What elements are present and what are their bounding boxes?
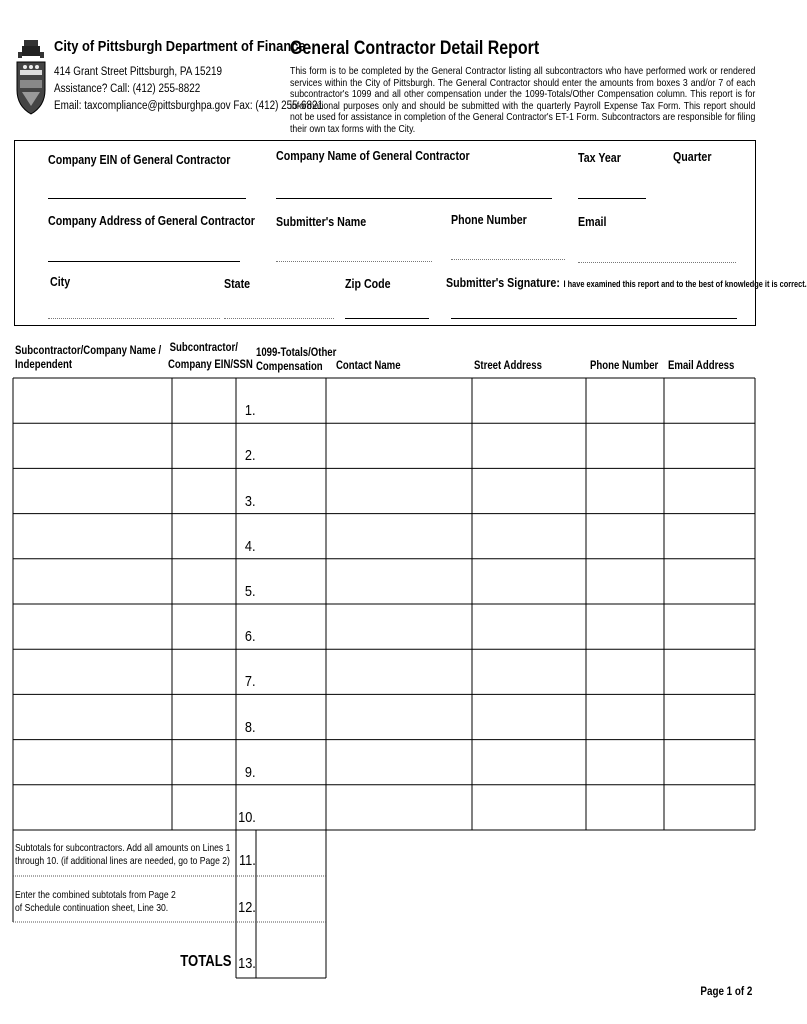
table-cell-row5-col4[interactable] xyxy=(327,560,471,603)
table-cell-row6-col6[interactable] xyxy=(587,605,663,648)
combined-subtotal-line1: Enter the combined subtotals from Page 2 xyxy=(15,889,176,901)
row-number-8: 8. xyxy=(245,718,256,736)
table-cell-row10-col7[interactable] xyxy=(665,786,754,829)
col-header-contact-name: Contact Name xyxy=(336,358,401,372)
row-number-5: 5. xyxy=(245,583,256,600)
row-number-13: 13. xyxy=(238,955,256,972)
table-cell-row10-col5[interactable] xyxy=(473,786,585,829)
report-title: General Contractor Detail Report xyxy=(290,38,540,59)
table-cell-row4-col1[interactable] xyxy=(14,515,171,558)
table-cell-row2-col7[interactable] xyxy=(665,424,754,467)
col-header-ein-line1: Subcontractor/ xyxy=(169,340,238,354)
email-input-line[interactable] xyxy=(578,262,736,263)
combined-subtotal-line2: of Schedule continuation sheet, Line 30. xyxy=(15,901,169,914)
table-cell-row4-col5[interactable] xyxy=(473,515,585,558)
table-cell-row4-col6[interactable] xyxy=(587,515,663,558)
table-cell-row1-col4[interactable] xyxy=(327,379,471,422)
table-cell-row6-col3[interactable] xyxy=(237,605,325,648)
company-info-box xyxy=(14,140,756,326)
table-cell-row3-col4[interactable] xyxy=(327,469,471,512)
row-number-7: 7. xyxy=(245,673,256,691)
table-cell-row7-col5[interactable] xyxy=(473,650,585,693)
row-number-6: 6. xyxy=(245,628,256,646)
table-cell-row1-col3[interactable] xyxy=(237,379,325,422)
submitter-name-label: Submitter's Name xyxy=(276,214,367,229)
subtotal-instructions xyxy=(15,842,230,867)
company-address-label: Company Address of General Contractor xyxy=(48,213,255,228)
table-cell-row6-col1[interactable] xyxy=(14,605,171,648)
col-header-compensation xyxy=(256,345,336,373)
page-number: Page 1 of 2 xyxy=(700,984,752,998)
state-label: State xyxy=(224,276,251,291)
table-cell-row7-col2[interactable] xyxy=(173,650,235,693)
table-cell-row8-col3[interactable] xyxy=(237,695,325,738)
tax-year-label: Tax Year xyxy=(578,150,621,165)
agency-name: City of Pittsburgh Department of Finance xyxy=(54,38,306,55)
table-cell-row1-col7[interactable] xyxy=(665,379,754,422)
row-number-1: 1. xyxy=(245,402,256,420)
table-cell-row7-col4[interactable] xyxy=(327,650,471,693)
state-input-line[interactable] xyxy=(224,318,334,319)
col-header-compensation-line1: 1099-Totals/Other xyxy=(256,345,337,359)
col-header-street-address: Street Address xyxy=(474,358,542,372)
table-cell-row10-col3[interactable] xyxy=(237,786,325,829)
table-cell-row5-col6[interactable] xyxy=(587,560,663,603)
table-cell-row4-col2[interactable] xyxy=(173,515,235,558)
table-cell-row10-col6[interactable] xyxy=(587,786,663,829)
table-cell-row4-col7[interactable] xyxy=(665,515,754,558)
table-cell-row5-col5[interactable] xyxy=(473,560,585,603)
table-cell-row1-col6[interactable] xyxy=(587,379,663,422)
row-number-10: 10. xyxy=(238,809,256,826)
table-cell-row2-col6[interactable] xyxy=(587,424,663,467)
city-input-line[interactable] xyxy=(48,318,220,319)
table-cell-row8-col4[interactable] xyxy=(327,695,471,738)
table-cell-row8-col1[interactable] xyxy=(14,695,171,738)
table-cell-row9-col1[interactable] xyxy=(14,741,171,784)
table-cell-row9-col2[interactable] xyxy=(173,741,235,784)
company-address-input-line[interactable] xyxy=(48,261,240,262)
col-header-subcontractor-name-line1: Subcontractor/Company Name / xyxy=(15,343,162,357)
company-name-input-line[interactable] xyxy=(276,198,552,199)
table-cell-row8-col7[interactable] xyxy=(665,695,754,738)
table-cell-row6-col2[interactable] xyxy=(173,605,235,648)
table-cell-row9-col4[interactable] xyxy=(327,741,471,784)
table-cell-row3-col5[interactable] xyxy=(473,469,585,512)
phone-number-label: Phone Number xyxy=(451,212,527,227)
table-cell-row8-col6[interactable] xyxy=(587,695,663,738)
table-cell-row5-col1[interactable] xyxy=(14,560,171,603)
table-cell-row4-col4[interactable] xyxy=(327,515,471,558)
table-cell-row6-col4[interactable] xyxy=(327,605,471,648)
company-name-label: Company Name of General Contractor xyxy=(276,148,470,163)
table-cell-row10-col4[interactable] xyxy=(327,786,471,829)
agency-contact-block xyxy=(54,64,323,115)
table-cell-row2-col4[interactable] xyxy=(327,424,471,467)
row-number-2: 2. xyxy=(245,447,256,465)
col-header-subcontractor-name xyxy=(15,343,161,371)
zip-code-label: Zip Code xyxy=(345,276,391,291)
row-number-4: 4. xyxy=(245,537,256,555)
table-cell-row6-col5[interactable] xyxy=(473,605,585,648)
table-cell-row7-col3[interactable] xyxy=(237,650,325,693)
table-cell-row4-col3[interactable] xyxy=(237,515,325,558)
totals-amount-cell[interactable] xyxy=(257,922,325,977)
totals-label: TOTALS xyxy=(180,953,232,970)
table-cell-row3-col1[interactable] xyxy=(14,469,171,512)
signature-note: I have examined this report and to the best of knowledge it is correct. xyxy=(563,279,807,289)
agency-email-fax: Email: taxcompliance@pittsburghpa.gov Fax: (412) 255-6821 xyxy=(54,100,323,112)
subtotal-instructions-line2: through 10. (if additional lines are needed, go to Page 2) xyxy=(15,854,230,867)
subtotal-instructions-line1: Subtotals for subcontractors. Add all amounts on Lines 1 xyxy=(15,842,231,854)
col-header-ein-line2: Company EIN/SSN xyxy=(168,357,253,371)
quarter-label: Quarter xyxy=(673,149,712,164)
table-cell-row1-col5[interactable] xyxy=(473,379,585,422)
signature-label-group xyxy=(446,274,807,292)
subtotal-amount-cell[interactable] xyxy=(257,830,325,872)
table-cell-row5-col3[interactable] xyxy=(237,560,325,603)
row-number-3: 3. xyxy=(245,492,256,510)
col-header-compensation-line2: Compensation xyxy=(256,359,323,373)
agency-address: 414 Grant Street Pittsburgh, PA 15219 xyxy=(54,66,223,78)
ein-input-line[interactable] xyxy=(48,198,246,199)
city-label: City xyxy=(50,274,71,289)
table-cell-row10-col1[interactable] xyxy=(14,786,171,829)
table-cell-row9-col3[interactable] xyxy=(237,741,325,784)
row-number-11: 11. xyxy=(239,852,256,869)
submitter-name-input-line[interactable] xyxy=(276,261,432,262)
table-cell-row2-col2[interactable] xyxy=(173,424,235,467)
email-label: Email xyxy=(578,214,607,229)
table-cell-row10-col2[interactable] xyxy=(173,786,235,829)
table-cell-row3-col6[interactable] xyxy=(587,469,663,512)
col-header-ein xyxy=(168,340,253,371)
table-cell-row8-col5[interactable] xyxy=(473,695,585,738)
table-cell-row2-col5[interactable] xyxy=(473,424,585,467)
table-cell-row9-col5[interactable] xyxy=(473,741,585,784)
table-cell-row1-col2[interactable] xyxy=(173,379,235,422)
signature-input-line[interactable] xyxy=(451,318,737,319)
instructions-text: This form is to be completed by the General Contractor listing all subcontractors who have performed work or rendered services within the City of Pittsburgh. The General Contractor should enter the amounts from boxes 3 and/or 7 of each subcontractor's 1099 and all other compensation under the 1099-Totals/Other Compensation column. This report is for informational purposes only and should be submitted with the quarterly Payroll Expense Tax Form. This report should not be used for assistance in completion of the General Contractor's ET-1 Form. Subcontractors are responsible for filing their own tax forms with the City. xyxy=(290,66,756,135)
table-cell-row5-col2[interactable] xyxy=(173,560,235,603)
table-cell-row5-col7[interactable] xyxy=(665,560,754,603)
table-cell-row1-col1[interactable] xyxy=(14,379,171,422)
table-cell-row2-col1[interactable] xyxy=(14,424,171,467)
table-cell-row2-col3[interactable] xyxy=(237,424,325,467)
col-header-phone-number: Phone Number xyxy=(590,358,659,372)
row-number-9: 9. xyxy=(245,763,256,781)
assistance-phone: Assistance? Call: (412) 255-8822 xyxy=(54,83,201,95)
signature-label: Submitter's Signature: xyxy=(446,275,560,290)
table-cell-row7-col7[interactable] xyxy=(665,650,754,693)
combined-subtotal-amount-cell[interactable] xyxy=(257,876,325,918)
combined-subtotal-instructions xyxy=(15,889,176,914)
col-header-subcontractor-name-line2: Independent xyxy=(15,357,73,371)
table-cell-row9-col6[interactable] xyxy=(587,741,663,784)
col-header-email-address: Email Address xyxy=(668,358,735,372)
table-cell-row7-col1[interactable] xyxy=(14,650,171,693)
tax-year-input-line[interactable] xyxy=(578,198,646,199)
ein-label: Company EIN of General Contractor xyxy=(48,152,231,167)
table-cell-row6-col7[interactable] xyxy=(665,605,754,648)
table-cell-row9-col7[interactable] xyxy=(665,741,754,784)
zip-code-input-line[interactable] xyxy=(345,318,429,319)
table-cell-row8-col2[interactable] xyxy=(173,695,235,738)
phone-number-input-line[interactable] xyxy=(451,259,565,260)
table-cell-row3-col2[interactable] xyxy=(173,469,235,512)
city-seal-icon xyxy=(14,40,48,116)
table-cell-row3-col3[interactable] xyxy=(237,469,325,512)
row-number-12: 12. xyxy=(238,899,256,916)
table-cell-row7-col6[interactable] xyxy=(587,650,663,693)
table-cell-row3-col7[interactable] xyxy=(665,469,754,512)
